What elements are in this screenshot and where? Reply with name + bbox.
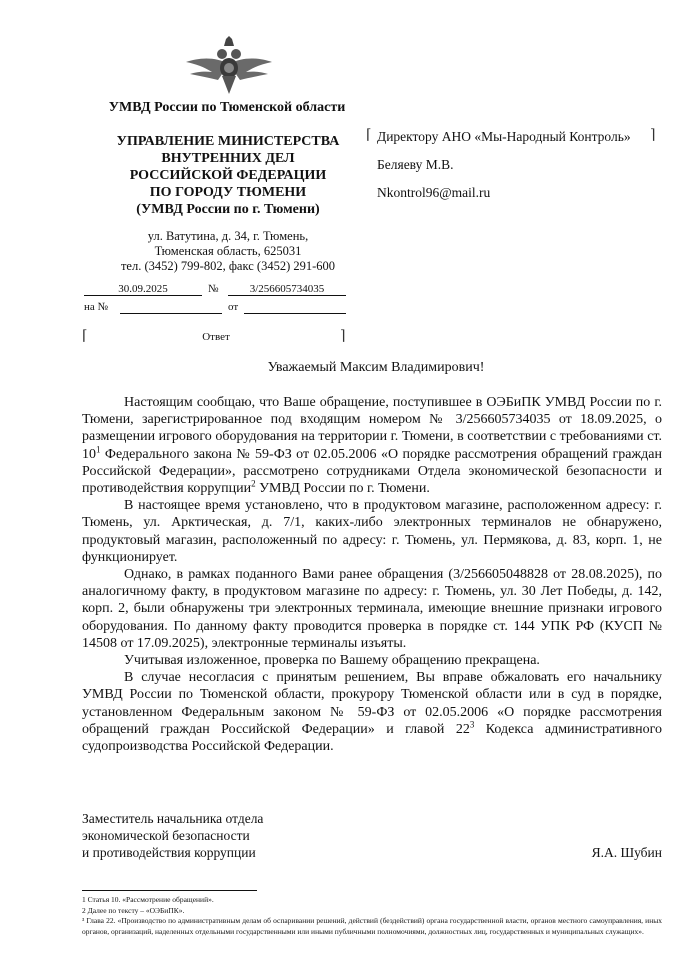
organization-address <box>82 229 374 274</box>
outgoing-date: 30.09.2025 <box>84 283 202 296</box>
recipient-name: Беляеву М.В. <box>377 157 454 172</box>
footnote-ref-1: 1 <box>96 443 101 454</box>
region-title: УМВД России по Тюменской области <box>108 100 346 115</box>
paragraph-3: Однако, в рамках поданного Вами ранее обращения (3/256605048828 от 28.08.2025), по аналогичному факту, в продуктовом магазине по адресу: г. Тюмень, ул. 30 Лет Победы, д. 142, корп. 2, были обнаружены три электронных терминала, имеющие внешние признаки игрового оборудования. По данному факту проводится проверка в порядке ст. 144 УПК РФ (КУСП № 14508 от 17.09.2025), электронные терминалы изъяты. <box>82 567 662 651</box>
address-line: Тюменская область, 625031 <box>154 244 302 258</box>
outgoing-number: 3/256605734035 <box>228 283 346 296</box>
signer-name: Я.А. Шубин <box>591 845 662 860</box>
greeting: Уважаемый Максим Владимирович! <box>267 360 485 375</box>
number-label: № <box>208 283 219 295</box>
footnote-ref-2: 2 <box>251 478 256 489</box>
corner-bracket-left-icon: ⌈ <box>366 128 372 143</box>
footnote-3: ³ Глава 22. «Производство по административным делам об оспаривании решений, действий (бездействий) органа государственной власти, органов местного самоуправления, иных органов, организаций, наделенных отдельными государственными или иными публичными полномочиями, должностных лиц, государственных и муниципальных служащих». <box>82 916 662 936</box>
paragraph-text: Федерального закона № 59-ФЗ от 02.05.2006 «О порядке рассмотрения обращений граждан Российской Федерации», рассмотрено сотрудниками Отдела экономической безопасности и противодействия коррупции <box>82 446 662 497</box>
footnote-2: 2 Далее по тексту – «ОЭБиПК». <box>82 905 185 915</box>
address-line: тел. (3452) 799-802, факс (3452) 291-600 <box>120 259 336 273</box>
in-reply-number-blank <box>120 313 222 314</box>
in-reply-date-blank <box>244 313 346 314</box>
signer-position-line: Заместитель начальника отдела <box>82 811 264 826</box>
org-line: ВНУТРЕННИХ ДЕЛ <box>161 151 295 166</box>
footnote-ref-3: 3 <box>469 719 475 730</box>
recipient-block <box>377 129 647 213</box>
paragraph-4: Учитывая изложенное, проверка по Вашему обращению прекращена. <box>124 653 540 669</box>
org-line: УПРАВЛЕНИЕ МИНИСТЕРСТВА <box>116 134 340 149</box>
org-line: РОССИЙСКОЙ ФЕДЕРАЦИИ <box>129 168 327 183</box>
recipient-email: Nkontrol96@mail.ru <box>377 185 491 200</box>
signature-block <box>82 810 662 861</box>
mvd-emblem-icon <box>184 34 274 96</box>
paragraph-1 <box>82 394 662 497</box>
paragraph-2: В настоящее время установлено, что в продуктовом магазине, расположенном адресу: г. Тюмень, ул. Арктическая, д. 7/1, каких-либо электронных терминалов не обнаружено, продуктовый магазин, расположенный по адресу: г. Тюмень, ул. Пермякова, д. 83, корп. 1, не функционирует. <box>82 498 662 565</box>
paragraph-text: Настоящим сообщаю, что Ваше обращение, поступившее в ОЭБиПК УМВД России по г. Тюмени, зарегистрированное под входящим номером № 3/256605734035 от 18.09.2025, о размещении игрового оборудования на территории г. Тюмени, в соответствии с требованиями ст. 10 <box>82 395 662 462</box>
corner-bracket-left-icon: ⌈ <box>82 329 88 344</box>
org-line: (УМВД России по г. Тюмени) <box>136 202 320 217</box>
footnotes <box>82 895 662 937</box>
paragraph-text: Кодекса административного судопроизводства Российской Федерации. <box>82 721 662 755</box>
paragraph-text: УМВД России по г. Тюмени. <box>255 481 430 497</box>
footnote-1: 1 Статья 10. «Рассмотрение обращений». <box>82 895 214 904</box>
paragraph-text: В случае несогласия с принятым решением, Вы вправе обжаловать его начальнику УМВД России по Тюменской области, прокурору Тюменской области или в суд в порядке, установленном Федеральным законом № 59-ФЗ от 02.05.2006 «О порядке рассмотрения обращений граждан Российской Федерации» и главой 22 <box>82 670 662 737</box>
org-line: ПО ГОРОДУ ТЮМЕНИ <box>149 185 307 200</box>
recipient-title: Директору АНО «Мы-Народный Контроль» <box>377 129 631 144</box>
paragraph-5 <box>82 669 662 755</box>
footnote-divider <box>82 890 257 891</box>
signer-position-line: экономической безопасности <box>82 828 250 843</box>
signer-position-line: и противодействия коррупции <box>82 845 256 860</box>
address-line: ул. Ватутина, д. 34, г. Тюмень, <box>147 229 309 243</box>
organization-name <box>82 133 374 218</box>
in-reply-label: на № <box>84 301 109 313</box>
letter-subject: Ответ <box>202 331 230 343</box>
corner-bracket-right-icon: ⌉ <box>340 329 346 344</box>
letter-body <box>82 394 662 755</box>
corner-bracket-right-icon: ⌉ <box>650 128 656 143</box>
in-reply-from-label: от <box>228 301 239 313</box>
